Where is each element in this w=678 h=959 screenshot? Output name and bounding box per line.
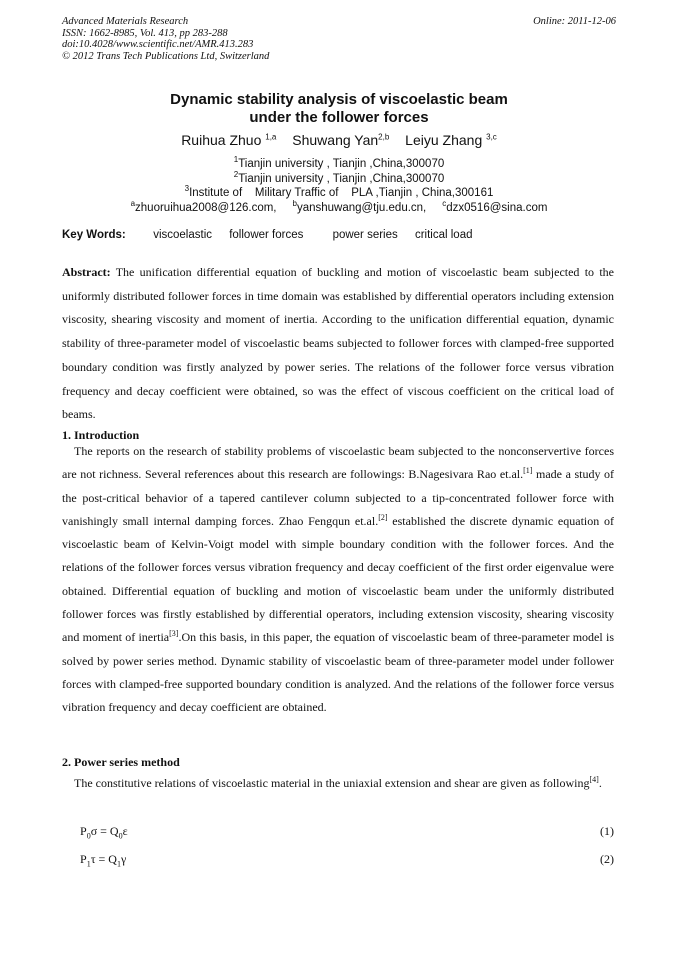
intro-text: .On this basis, in this paper, the equation of viscoelastic beam of three-parameter model is solved by power series method. Dynamic stability of viscoelastic beam of three-parameter model under follower forces with clamped-free supported boundary condition is analyzed. And the relations of the follower force versus vibration frequency and decay coefficient are obtained.: [62, 630, 614, 715]
intro-text: made a study of the post-critical behavior of a tapered cantilever column subjected to a tip-concentrated follower force with vanishingly small internal damping forces. Zhao Fengqun et.al.: [62, 467, 614, 528]
citation[interactable]: [2]: [378, 512, 388, 522]
method-body: [62, 773, 614, 793]
eq-operator: P: [80, 824, 87, 838]
eq-lhs: σ = Q: [90, 824, 119, 838]
author-name: Ruihua Zhuo: [181, 132, 262, 148]
intro-text: established the discrete dynamic equation of viscoelastic beam of Kelvin-Voigt model with simple boundary condition with the follower forces. And the relations of the follower forces versus vibration frequency and decay coefficient of the first order eigenvalue were obtained. Differential equation of buckling and motion of viscoelastic beam under the uniformly distributed follower forces was firstly established by differential operators, including extension viscosity, shearing viscosity and moment of inertia: [62, 513, 614, 645]
affiliation: [0, 169, 678, 187]
method-heading: 2. Power series method: [62, 755, 180, 769]
affiliation: [0, 186, 678, 201]
eq-sub: 0: [118, 831, 123, 841]
introduction-body: [62, 440, 614, 720]
abstract: [62, 261, 614, 427]
keyword: follower forces: [229, 229, 304, 241]
affiliations: [0, 157, 678, 215]
introduction-heading: 1. Introduction: [62, 428, 140, 442]
keyword: viscoelastic: [153, 229, 213, 241]
method-text: The constitutive relations of viscoelastic material in the uniaxial extension and shear are given as following: [74, 776, 590, 790]
eq-sub: 1: [86, 859, 91, 869]
keywords: [62, 229, 487, 241]
paper-title: [0, 91, 678, 127]
journal-header: [62, 16, 269, 62]
doi: doi:10.4028/www.scientific.net/AMR.413.283: [62, 39, 254, 51]
equation-number: (1): [600, 824, 614, 838]
issn: ISSN: 1662-8985, Vol. 413, pp 283-288: [62, 27, 228, 39]
title-line-2: under the follower forces: [249, 109, 429, 126]
equation-number: (2): [600, 852, 614, 866]
author-list: [0, 132, 678, 148]
keyword: critical load: [414, 229, 473, 241]
citation[interactable]: [1]: [523, 466, 533, 476]
author-sup: 3,c: [486, 132, 497, 142]
email-link[interactable]: zhuoruihua2008@126.com,: [135, 201, 277, 214]
email-link[interactable]: yanshuwang@tju.edu.cn,: [296, 201, 427, 214]
eq-sub: 1: [116, 859, 121, 869]
equation-2: [80, 852, 614, 868]
abstract-text: The unification differential equation of buckling and motion of viscoelastic beam subjected to the uniformly distributed follower forces in time domain was established by differential operators including extension viscosity, shearing viscosity and moment of inertia. According to the unification differential equation, dynamic stability of three-parameter model of viscoelastic beams subjected to follower forces with clamped-free supported boundary condition was firstly analyzed by power series. The relations of the follower force versus vibration frequency and decay coefficient were obtained, so was the effect of viscous coefficient on the critical load of beams.: [62, 265, 614, 422]
email-sup: a: [130, 198, 136, 208]
author-name: Leiyu Zhang: [405, 132, 483, 148]
affiliation-text: Tianjin university , Tianjin ,China,300070: [238, 158, 445, 170]
eq-rhs: ε: [122, 824, 128, 838]
keywords-label: Key Words:: [62, 229, 126, 241]
author-sup: 2,b: [378, 132, 390, 142]
affiliation: [0, 157, 678, 172]
author-sup: 1,a: [265, 132, 277, 142]
citation[interactable]: [4]: [589, 775, 599, 784]
affiliation-sup: 3: [184, 184, 190, 194]
keyword: power series: [332, 229, 398, 241]
email-link[interactable]: dzx0516@sina.com: [446, 201, 548, 214]
abstract-label: Abstract:: [62, 265, 111, 279]
email-sup: c: [442, 198, 447, 208]
copyright: © 2012 Trans Tech Publications Ltd, Switzerland: [62, 50, 270, 62]
author: [181, 132, 276, 148]
citation[interactable]: [3]: [169, 629, 179, 639]
affiliation-sup: 2: [233, 169, 239, 179]
journal-name: Advanced Materials Research: [62, 16, 189, 27]
affiliation-sup: 1: [233, 155, 239, 165]
author: [405, 132, 497, 148]
affiliation-text: Institute of Military Traffic of PLA ,Tianjin , China,300161: [189, 187, 494, 199]
equation-1: [80, 824, 614, 840]
eq-lhs: τ = Q: [90, 852, 117, 866]
online-date: Online: 2011-12-06: [533, 16, 616, 27]
eq-rhs: γ: [120, 852, 127, 866]
email-sup: b: [292, 198, 297, 208]
author: [292, 132, 389, 148]
title-line-1: Dynamic stability analysis of viscoelastic beam: [170, 91, 508, 108]
author-name: Shuwang Yan: [292, 132, 379, 148]
intro-text: The reports on the research of stability problems of viscoelastic beam subjected to the nonconservertive forces are not richness. Several references about this research are followings: B.Nagesivara Rao et.al.: [62, 444, 614, 482]
email-line: [0, 198, 678, 216]
affiliation-text: Tianjin university , Tianjin ,China,300070: [238, 172, 445, 185]
method-text: .: [598, 776, 602, 790]
eq-operator: P: [80, 852, 87, 866]
eq-sub: 0: [86, 831, 91, 841]
